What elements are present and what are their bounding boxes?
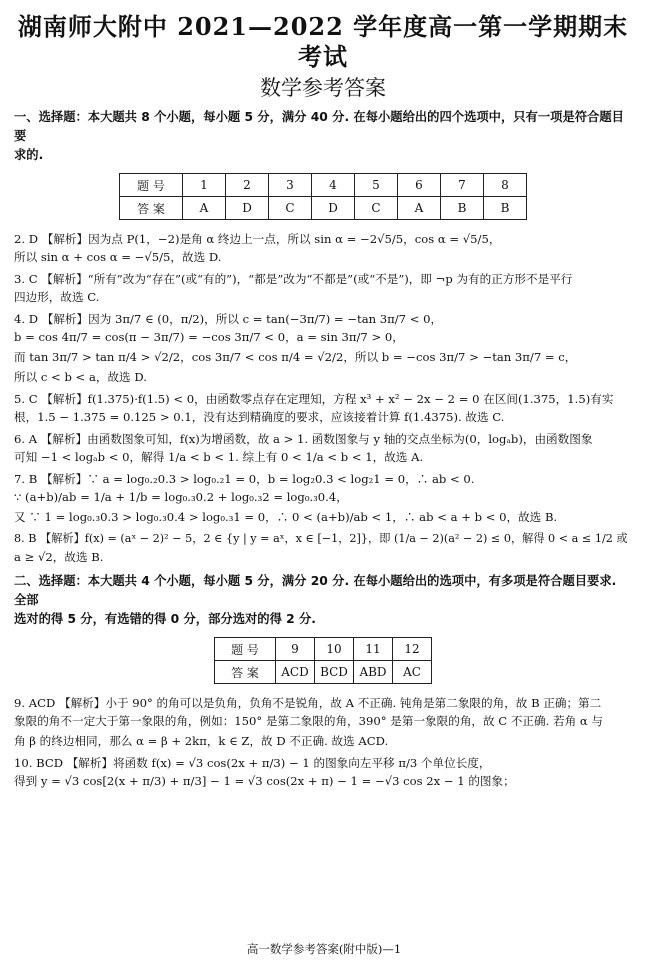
section-one-heading-line: 一、选择题：本大题共 8 个小题，每小题 5 分，满分 40 分. 在每小题给出的四个选项中，只有一项是符合题目要 bbox=[14, 110, 624, 143]
table-cell-number: 1 bbox=[183, 174, 226, 197]
solution-line: 可知 −1 < logₐb < 0，解得 1/a < b < 1. 综上有 0 < 1/a < b < 1，故选 A. bbox=[14, 450, 424, 464]
solution-item bbox=[14, 310, 632, 386]
solution-line: 3. C 【解析】“所有”改为“存在”(或“有的”)，“都是”改为“不都是”(或“不是”)，即 ¬p 为有的正方形不是平行 bbox=[14, 272, 573, 286]
solution-line: 8. B 【解析】f(x) = (aˣ − 2)² − 5，2 ∈ {y | y = aˣ，x ∈ [−1，2]}，即 (1/a − 2)(a² − 2) ≤ 0，解得 0 < a ≤ 1/2 或 bbox=[14, 532, 628, 545]
solutions-part-two bbox=[14, 694, 632, 790]
table-row-answers bbox=[120, 197, 527, 220]
section-two-heading-line: 选对的得 5 分，有选错的得 0 分，部分选对的得 2 分. bbox=[14, 612, 316, 626]
solution-line: ∵ (a+b)/ab = 1/a + 1/b = log₀.₃0.2 + log₀.₃2 = log₀.₃0.4， bbox=[14, 490, 348, 504]
table-cell-answer: ACD bbox=[276, 661, 315, 684]
section-two-heading-line: 二、选择题：本大题共 4 个小题，每小题 5 分，满分 20 分. 在每小题给出的选项中，有多项是符合题目要求. 全部 bbox=[14, 574, 617, 607]
table-cell-number: 12 bbox=[393, 638, 432, 661]
solution-line: 2. D 【解析】因为点 P(1，−2)是角 α 终边上一点，所以 sin α = −2√5/5，cos α = √5/5， bbox=[14, 232, 501, 246]
solution-item bbox=[14, 390, 632, 426]
solution-item bbox=[14, 754, 632, 790]
solution-item bbox=[14, 694, 632, 750]
solution-item bbox=[14, 470, 632, 526]
solutions-part-one bbox=[14, 230, 632, 566]
section-one-heading bbox=[14, 108, 632, 165]
solution-line: 象限的角不一定大于第一象限的角，例如：150° 是第二象限的角，390° 是第一象限的角，故 C 不正确. 若角 α 与 bbox=[14, 714, 603, 728]
table-row-answers bbox=[215, 661, 432, 684]
page-title: 湖南师大附中 2021—2022 学年度高一第一学期期末考试 bbox=[17, 12, 629, 71]
solution-line: 又 ∵ 1 = log₀.₃0.3 > log₀.₃0.4 > log₀.₃1 = 0，∴ 0 < (a+b)/ab < 1，∴ ab < a + b < 0，故选 B. bbox=[14, 510, 558, 524]
table-cell-answer: B bbox=[484, 197, 527, 220]
table-cell-number: 4 bbox=[312, 174, 355, 197]
solution-item bbox=[14, 430, 632, 466]
table-cell-number: 10 bbox=[315, 638, 354, 661]
solution-line: 角 β 的终边相同，那么 α = β + 2kπ，k ∈ Z，故 D 不正确. 故选 ACD. bbox=[14, 734, 389, 748]
table-row-label: 题 号 bbox=[120, 174, 183, 197]
answer-table-1 bbox=[119, 173, 527, 220]
table-cell-answer: A bbox=[183, 197, 226, 220]
table-cell-number: 2 bbox=[226, 174, 269, 197]
answer-table-2 bbox=[214, 637, 432, 684]
table-cell-number: 3 bbox=[269, 174, 312, 197]
table-row-numbers bbox=[215, 638, 432, 661]
solution-item bbox=[14, 230, 632, 266]
page-footer: 高一数学参考答案(附中版)—1 bbox=[246, 942, 402, 956]
section-two-heading bbox=[14, 572, 632, 629]
solution-line: 所以 c < b < a，故选 D. bbox=[14, 370, 147, 384]
solution-line: 根，1.5 − 1.375 = 0.125 > 0.1，没有达到精确度的要求，应该接着计算 f(1.4375). 故选 C. bbox=[14, 410, 505, 424]
table-cell-number: 8 bbox=[484, 174, 527, 197]
solution-item bbox=[14, 530, 632, 566]
table-cell-answer: AC bbox=[393, 661, 432, 684]
table-row-label: 题 号 bbox=[215, 638, 276, 661]
table-cell-number: 9 bbox=[276, 638, 315, 661]
solution-line: 7. B 【解析】∵ a = log₀.₂0.3 > log₀.₂1 = 0，b = log₂0.3 < log₂1 = 0，∴ ab < 0. bbox=[14, 472, 475, 486]
table-cell-number: 6 bbox=[398, 174, 441, 197]
table-row-numbers bbox=[120, 174, 527, 197]
solution-line: 5. C 【解析】f(1.375)·f(1.5) < 0，由函数零点存在定理知，方程 x³ + x² − 2x − 2 = 0 在区间(1.375，1.5)有实 bbox=[14, 392, 614, 406]
solution-line: 所以 sin α + cos α = −√5/5，故选 D. bbox=[14, 250, 222, 264]
table-cell-number: 5 bbox=[355, 174, 398, 197]
table-cell-number: 11 bbox=[354, 638, 393, 661]
page-subtitle: 数学参考答案 bbox=[260, 76, 386, 100]
table-cell-answer: D bbox=[226, 197, 269, 220]
table-cell-answer: B bbox=[441, 197, 484, 220]
solution-line: 而 tan 3π/7 > tan π/4 > √2/2，cos 3π/7 < cos π/4 = √2/2，所以 b = −cos 3π/7 > −tan 3π/7 = c， bbox=[14, 350, 577, 364]
solution-line: a ≥ √2，故选 B. bbox=[14, 550, 104, 564]
table-cell-answer: D bbox=[312, 197, 355, 220]
section-one-heading-line: 求的. bbox=[14, 148, 44, 162]
table-cell-answer: C bbox=[355, 197, 398, 220]
table-cell-answer: C bbox=[269, 197, 312, 220]
solution-line: 4. D 【解析】因为 3π/7 ∈ (0，π/2)，所以 c = tan(−3π/7) = −tan 3π/7 < 0， bbox=[14, 312, 443, 326]
solution-line: 9. ACD 【解析】小于 90° 的角可以是负角，负角不是锐角，故 A 不正确. 钝角是第二象限的角，故 B 正确；第二 bbox=[14, 696, 602, 710]
table-cell-answer: BCD bbox=[315, 661, 354, 684]
table-cell-answer: ABD bbox=[354, 661, 393, 684]
solution-line: 得到 y = √3 cos[2(x + π/3) + π/3] − 1 = √3 cos(2x + π) − 1 = −√3 cos 2x − 1 的图象； bbox=[14, 774, 515, 788]
solution-line: 10. BCD 【解析】将函数 f(x) = √3 cos(2x + π/3) − 1 的图象向左平移 π/3 个单位长度， bbox=[14, 756, 491, 770]
table-row-label: 答 案 bbox=[215, 661, 276, 684]
solution-item bbox=[14, 270, 632, 306]
solution-line: b = cos 4π/7 = cos(π − 3π/7) = −cos 3π/7 < 0，a = sin 3π/7 > 0， bbox=[14, 330, 404, 344]
solution-line: 四边形，故选 C. bbox=[14, 290, 100, 304]
table-cell-answer: A bbox=[398, 197, 441, 220]
table-row-label: 答 案 bbox=[120, 197, 183, 220]
table-cell-number: 7 bbox=[441, 174, 484, 197]
solution-line: 6. A 【解析】由函数图象可知，f(x)为增函数，故 a > 1. 函数图象与 y 轴的交点坐标为(0，logₐb)，由函数图象 bbox=[14, 432, 593, 446]
